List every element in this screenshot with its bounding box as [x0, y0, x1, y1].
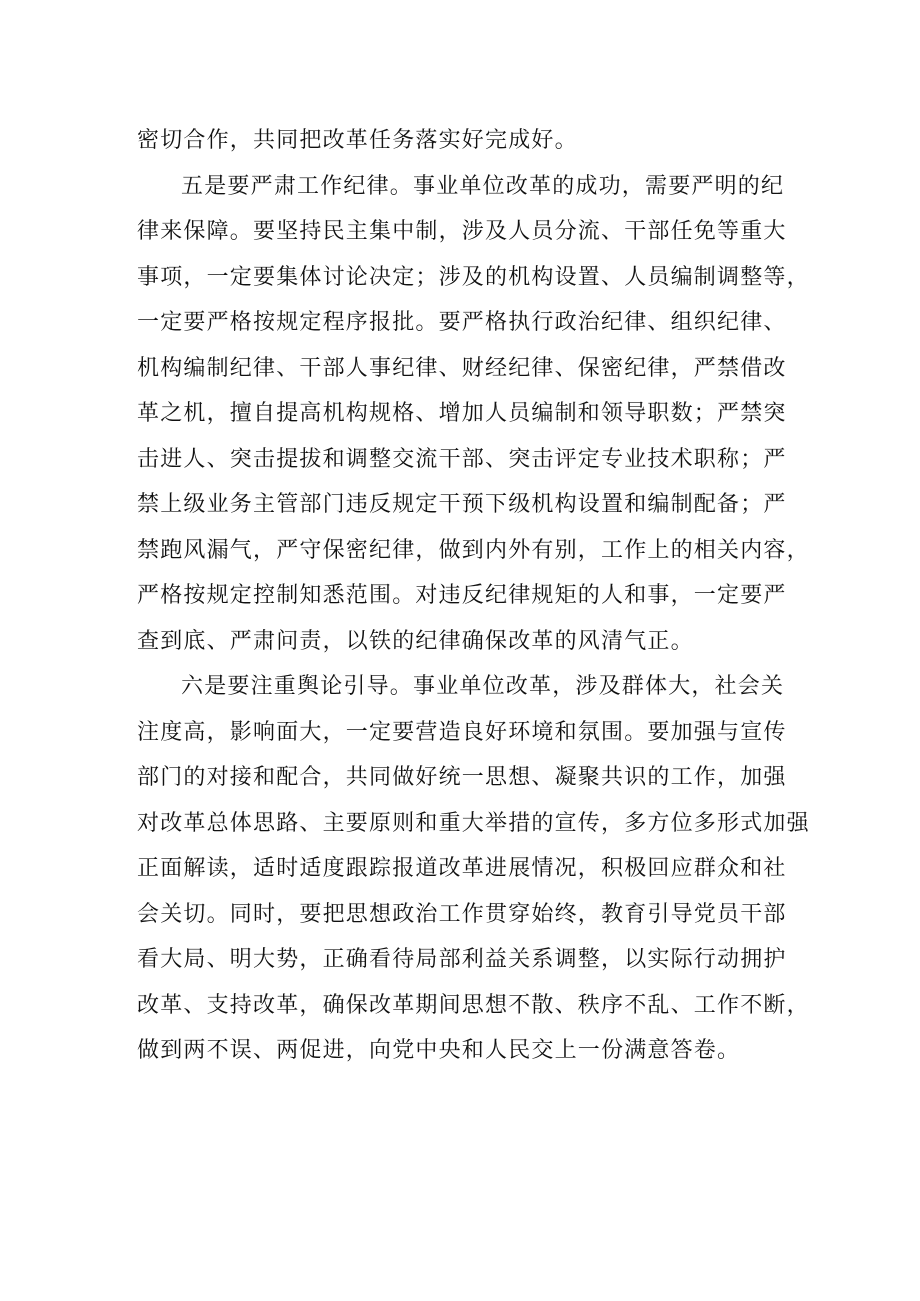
- text-line: 做到两不误、两促进，向党中央和人民交上一份满意答卷。: [137, 1038, 741, 1063]
- paragraph-first-line: 六是要注重舆论引导。事业单位改革，涉及群体大，社会关: [181, 674, 785, 699]
- text-line: 事项，一定要集体讨论决定；涉及的机构设置、人员编制调整等，: [137, 264, 810, 290]
- text-line: 密切合作，共同把改革任务落实好完成好。: [137, 128, 578, 153]
- text-line: 律来保障。要坚持民主集中制，涉及人员分流、干部任免等重大: [137, 219, 787, 244]
- paragraph-first-line: 五是要严肃工作纪律。事业单位改革的成功，需要严明的纪: [181, 173, 785, 199]
- text-line: 看大局、明大势，正确看待局部利益关系调整，以实际行动拥护: [137, 947, 787, 972]
- text-line: 注度高，影响面大，一定要营造良好环境和氛围。要加强与宣传: [137, 719, 787, 745]
- text-line: 改革、支持改革，确保改革期间思想不散、秩序不乱、工作不断，: [137, 992, 810, 1018]
- document-body: [137, 118, 810, 1074]
- text-line: 革之机，擅自提高机构规格、增加人员编制和领导职数；严禁突: [137, 401, 787, 426]
- text-line: 禁上级业务主管部门违反规定干预下级机构设置和编制配备；严: [137, 492, 787, 517]
- text-line: 击进人、突击提拔和调整交流干部、突击评定专业技术职称；严: [137, 446, 787, 472]
- text-line: 会关切。同时，要把思想政治工作贯穿始终，教育引导党员干部: [137, 901, 787, 927]
- text-line: 机构编制纪律、干部人事纪律、财经纪律、保密纪律，严禁借改: [137, 355, 787, 381]
- text-line: 一定要严格按规定程序报批。要严格执行政治纪律、组织纪律、: [137, 310, 787, 335]
- text-line: 对改革总体思路、主要原则和重大举措的宣传，多方位多形式加强: [137, 810, 810, 836]
- text-line: 部门的对接和配合，共同做好统一思想、凝聚共识的工作，加强: [137, 765, 787, 790]
- text-line: 严格按规定控制知悉范围。对违反纪律规矩的人和事，一定要严: [137, 583, 787, 608]
- text-line: 查到底、严肃问责，以铁的纪律确保改革的风清气正。: [137, 628, 694, 654]
- text-line: 正面解读，适时适度跟踪报道改革进展情况，积极回应群众和社: [137, 856, 787, 881]
- text-line: 禁跑风漏气，严守保密纪律，做到内外有别，工作上的相关内容，: [137, 537, 810, 563]
